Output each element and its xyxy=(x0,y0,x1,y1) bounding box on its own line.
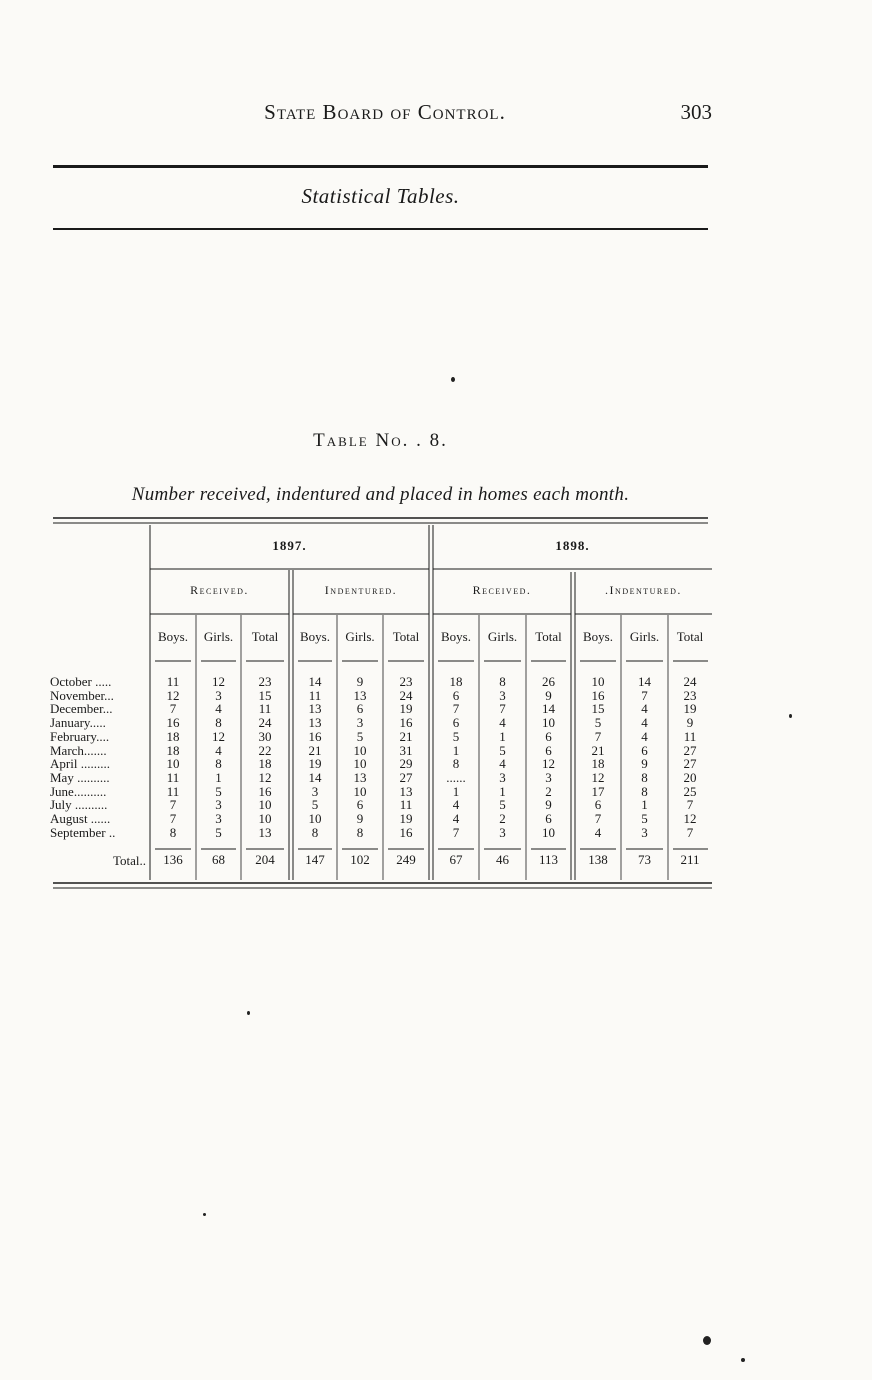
table-cell: ...... xyxy=(446,769,466,785)
table-cell: 11 xyxy=(166,769,180,785)
table-cell: 5 xyxy=(594,715,602,731)
table-cell: 12 xyxy=(212,728,225,744)
table-cell: 7 xyxy=(594,811,602,826)
row-month-label: August ...... xyxy=(50,811,111,826)
table-cell: 3 xyxy=(499,687,506,703)
table-cell: 19 xyxy=(399,811,413,826)
table-cell: 30 xyxy=(258,728,272,744)
table-cell: 8 xyxy=(356,824,364,840)
table-cell: 9 xyxy=(686,715,694,731)
table-cell: 10 xyxy=(166,756,180,772)
col-header: Girls. xyxy=(487,629,518,644)
table-cell: 18 xyxy=(591,756,605,772)
table-cell: 12 xyxy=(258,769,272,785)
col-header: Girls. xyxy=(203,629,234,644)
table-cell: 3 xyxy=(215,797,222,813)
table-cell: 6 xyxy=(641,742,648,758)
rule-top-thick xyxy=(53,165,708,168)
table-cell: 31 xyxy=(399,742,413,758)
table-cell: 2 xyxy=(545,783,552,799)
col-header: Total xyxy=(676,629,704,644)
rule-section-bottom xyxy=(53,228,708,230)
table-cell: 16 xyxy=(308,728,322,744)
table-cell: 1 xyxy=(499,783,506,799)
table-cell: 20 xyxy=(683,769,697,785)
table-cell: 6 xyxy=(545,728,552,744)
table-cell: 6 xyxy=(545,811,552,826)
table-cell: 15 xyxy=(591,701,605,717)
table-cell: 5 xyxy=(499,797,506,813)
col-header: Girls. xyxy=(345,629,375,644)
table-caption: Number received, indentured and placed in homes each month. xyxy=(131,484,630,505)
table-cell: 3 xyxy=(499,824,506,840)
table-cell: 7 xyxy=(452,701,460,717)
row-month-label: November... xyxy=(50,687,114,703)
table-cell: 15 xyxy=(258,687,272,703)
col-header: Girls. xyxy=(629,629,660,644)
table-cell: 7 xyxy=(452,824,460,840)
paper-speck xyxy=(703,1336,711,1345)
table-cell: 1 xyxy=(215,769,222,785)
table-cell: 5 xyxy=(499,742,506,758)
table-cell: 19 xyxy=(683,701,697,717)
table-cell: 21 xyxy=(308,742,322,758)
row-month-label: January..... xyxy=(50,715,106,731)
table-label: Table No. . 8. xyxy=(313,430,448,451)
table-cell: 12 xyxy=(683,811,697,826)
total-cell: 204 xyxy=(255,852,275,867)
table-cell: 11 xyxy=(683,728,697,744)
table-cell: 24 xyxy=(683,674,697,689)
paper-speck xyxy=(203,1213,206,1216)
col-header: Boys. xyxy=(300,629,330,644)
col-header: Total xyxy=(251,629,279,644)
table-cell: 8 xyxy=(311,824,319,840)
table-cell: 10 xyxy=(353,783,367,799)
table-cell: 4 xyxy=(499,756,506,772)
table-cell: 8 xyxy=(499,674,506,689)
table-cell: 13 xyxy=(399,783,413,799)
table-cell: 16 xyxy=(591,687,605,703)
table-cell: 10 xyxy=(353,742,367,758)
total-cell: 68 xyxy=(212,852,225,867)
group-heading-received-1897: Received. xyxy=(190,583,249,597)
table-cell: 1 xyxy=(499,728,506,744)
total-cell: 136 xyxy=(163,852,183,867)
total-cell: 67 xyxy=(449,852,463,867)
table-cell: 24 xyxy=(258,715,272,731)
table-cell: 18 xyxy=(166,742,180,758)
table-cell: 22 xyxy=(258,742,272,758)
table-cell: 12 xyxy=(212,674,225,689)
table-cell: 17 xyxy=(591,783,605,799)
total-cell: 113 xyxy=(538,852,559,867)
table-cell: 4 xyxy=(215,701,222,717)
table-cell: 16 xyxy=(399,715,413,731)
section-title: Statistical Tables. xyxy=(301,184,460,208)
total-cell: 138 xyxy=(588,852,608,867)
table-cell: 4 xyxy=(452,811,460,826)
table-cell: 4 xyxy=(641,715,648,731)
table-cell: 6 xyxy=(545,742,552,758)
table-cell: 29 xyxy=(399,756,413,772)
table-cell: 10 xyxy=(308,811,322,826)
table-cell: 27 xyxy=(683,756,697,772)
table-cell: 10 xyxy=(542,715,555,731)
col-header: Boys. xyxy=(441,629,471,644)
running-head xyxy=(0,100,872,130)
table-cell: 1 xyxy=(452,742,460,758)
total-cell: 147 xyxy=(305,852,325,867)
table-cell: 13 xyxy=(258,824,272,840)
row-month-label: July .......... xyxy=(50,797,108,813)
table-cell: 14 xyxy=(542,701,555,717)
table-cell: 7 xyxy=(641,687,648,703)
table-cell: 11 xyxy=(308,687,322,703)
row-month-label: February.... xyxy=(50,728,110,744)
table-cell: 13 xyxy=(308,715,322,731)
group-heading-indentured-1898: .Indentured. xyxy=(605,583,682,597)
table-cell: 13 xyxy=(353,687,367,703)
table-cell: 16 xyxy=(166,715,180,731)
table-cell: 16 xyxy=(399,824,413,840)
table-cell: 11 xyxy=(399,797,413,813)
col-header: Boys. xyxy=(158,629,188,644)
paper-speck xyxy=(451,377,455,382)
col-header: Boys. xyxy=(583,629,613,644)
table-cell: 3 xyxy=(215,811,222,826)
table-cell: 1 xyxy=(452,783,460,799)
table-cell: 7 xyxy=(169,797,177,813)
row-month-label: March....... xyxy=(50,742,107,758)
page-number: 303 xyxy=(680,100,712,124)
table-cell: 1 xyxy=(641,797,648,813)
total-cell: 102 xyxy=(350,852,370,867)
col-header: Total xyxy=(392,629,420,644)
paper-speck xyxy=(741,1358,745,1362)
table-cell: 12 xyxy=(166,687,180,703)
table-cell: 8 xyxy=(169,824,177,840)
table-cell: 9 xyxy=(641,756,648,772)
table-cell: 19 xyxy=(308,756,322,772)
table-cell: 10 xyxy=(353,756,367,772)
table-cell: 21 xyxy=(399,728,413,744)
table-cell: 4 xyxy=(641,701,648,717)
table-cell: 8 xyxy=(215,715,222,731)
paper-speck xyxy=(247,1011,250,1015)
table-cell: 23 xyxy=(683,687,697,703)
total-cell: 46 xyxy=(496,852,509,867)
table-cell: 8 xyxy=(641,769,648,785)
table-cell: 5 xyxy=(215,824,222,840)
total-cell: 249 xyxy=(396,852,416,867)
table-cell: 4 xyxy=(641,728,648,744)
group-heading-indentured-1897: Indentured. xyxy=(324,583,398,597)
table-cell: 11 xyxy=(166,783,180,799)
table-cell: 3 xyxy=(356,715,364,731)
table-cell: 7 xyxy=(686,824,694,840)
table-cell: 5 xyxy=(356,728,364,744)
total-cell: 73 xyxy=(638,852,651,867)
table-cell: 14 xyxy=(308,769,322,785)
table-cell: 9 xyxy=(545,687,552,703)
year-heading-1897: 1897. xyxy=(272,538,307,553)
table-cell: 9 xyxy=(545,797,552,813)
table-cell: 5 xyxy=(215,783,222,799)
table-cell: 16 xyxy=(258,783,272,799)
row-month-label: September .. xyxy=(50,824,116,840)
table-cell: 7 xyxy=(499,701,506,717)
table-cell: 6 xyxy=(356,797,364,813)
table-cell: 5 xyxy=(452,728,460,744)
table-cell: 4 xyxy=(215,742,222,758)
table-cell: 3 xyxy=(499,769,506,785)
table-cell: 21 xyxy=(591,742,605,758)
table-cell: 6 xyxy=(452,687,460,703)
table-cell: 4 xyxy=(499,715,506,731)
table-cell: 10 xyxy=(258,811,272,826)
table-cell: 7 xyxy=(686,797,694,813)
table-cell: 6 xyxy=(594,797,602,813)
total-label: Total.. xyxy=(112,853,146,868)
running-title: State Board of Control. xyxy=(264,100,506,124)
table-cell: 4 xyxy=(452,797,460,813)
table-cell: 3 xyxy=(641,824,648,840)
table-cell: 27 xyxy=(399,769,413,785)
table-cell: 10 xyxy=(542,824,555,840)
table-cell: 14 xyxy=(638,674,651,689)
group-heading-received-1898: Received. xyxy=(472,583,532,597)
table-cell: 11 xyxy=(166,674,180,689)
table-cell: 7 xyxy=(169,811,177,826)
table-cell: 5 xyxy=(641,811,648,826)
year-heading-1898: 1898. xyxy=(555,538,590,553)
table-cell: 8 xyxy=(452,756,460,772)
row-month-label: June.......... xyxy=(50,783,107,799)
table-cell: 9 xyxy=(356,811,364,826)
table-cell: 3 xyxy=(545,769,552,785)
table-cell: 24 xyxy=(399,687,413,703)
table-cell: 9 xyxy=(356,674,364,689)
row-month-label: May .......... xyxy=(50,769,110,785)
table-cell: 12 xyxy=(542,756,555,772)
table-cell: 13 xyxy=(308,701,322,717)
table-cell: 4 xyxy=(594,824,602,840)
table-cell: 18 xyxy=(166,728,180,744)
table-cell: 23 xyxy=(399,674,413,689)
table-cell: 14 xyxy=(308,674,322,689)
table-cell: 3 xyxy=(311,783,319,799)
table-cell: 5 xyxy=(311,797,319,813)
row-month-label: April ......... xyxy=(50,756,110,772)
table-cell: 11 xyxy=(258,701,272,717)
table-cell: 23 xyxy=(258,674,272,689)
table-cell: 7 xyxy=(594,728,602,744)
table-cell: 12 xyxy=(591,769,605,785)
row-month-label: October ..... xyxy=(50,674,112,689)
table-cell: 3 xyxy=(215,687,222,703)
table-cell: 27 xyxy=(683,742,697,758)
table-cell: 8 xyxy=(215,756,222,772)
paper-speck xyxy=(789,714,792,718)
row-month-label: December... xyxy=(50,701,113,717)
table-cell: 25 xyxy=(683,783,697,799)
table-cell: 18 xyxy=(449,674,463,689)
table-cell: 6 xyxy=(356,701,364,717)
table-cell: 2 xyxy=(499,811,506,826)
table-cell: 10 xyxy=(591,674,605,689)
table-cell: 18 xyxy=(258,756,272,772)
table-cell: 6 xyxy=(452,715,460,731)
table-cell: 13 xyxy=(353,769,367,785)
table-cell: 26 xyxy=(542,674,555,689)
total-cell: 211 xyxy=(680,852,700,867)
table-cell: 8 xyxy=(641,783,648,799)
table-cell: 7 xyxy=(169,701,177,717)
table-cell: 10 xyxy=(258,797,272,813)
table-cell: 19 xyxy=(399,701,413,717)
col-header: Total xyxy=(535,629,562,644)
